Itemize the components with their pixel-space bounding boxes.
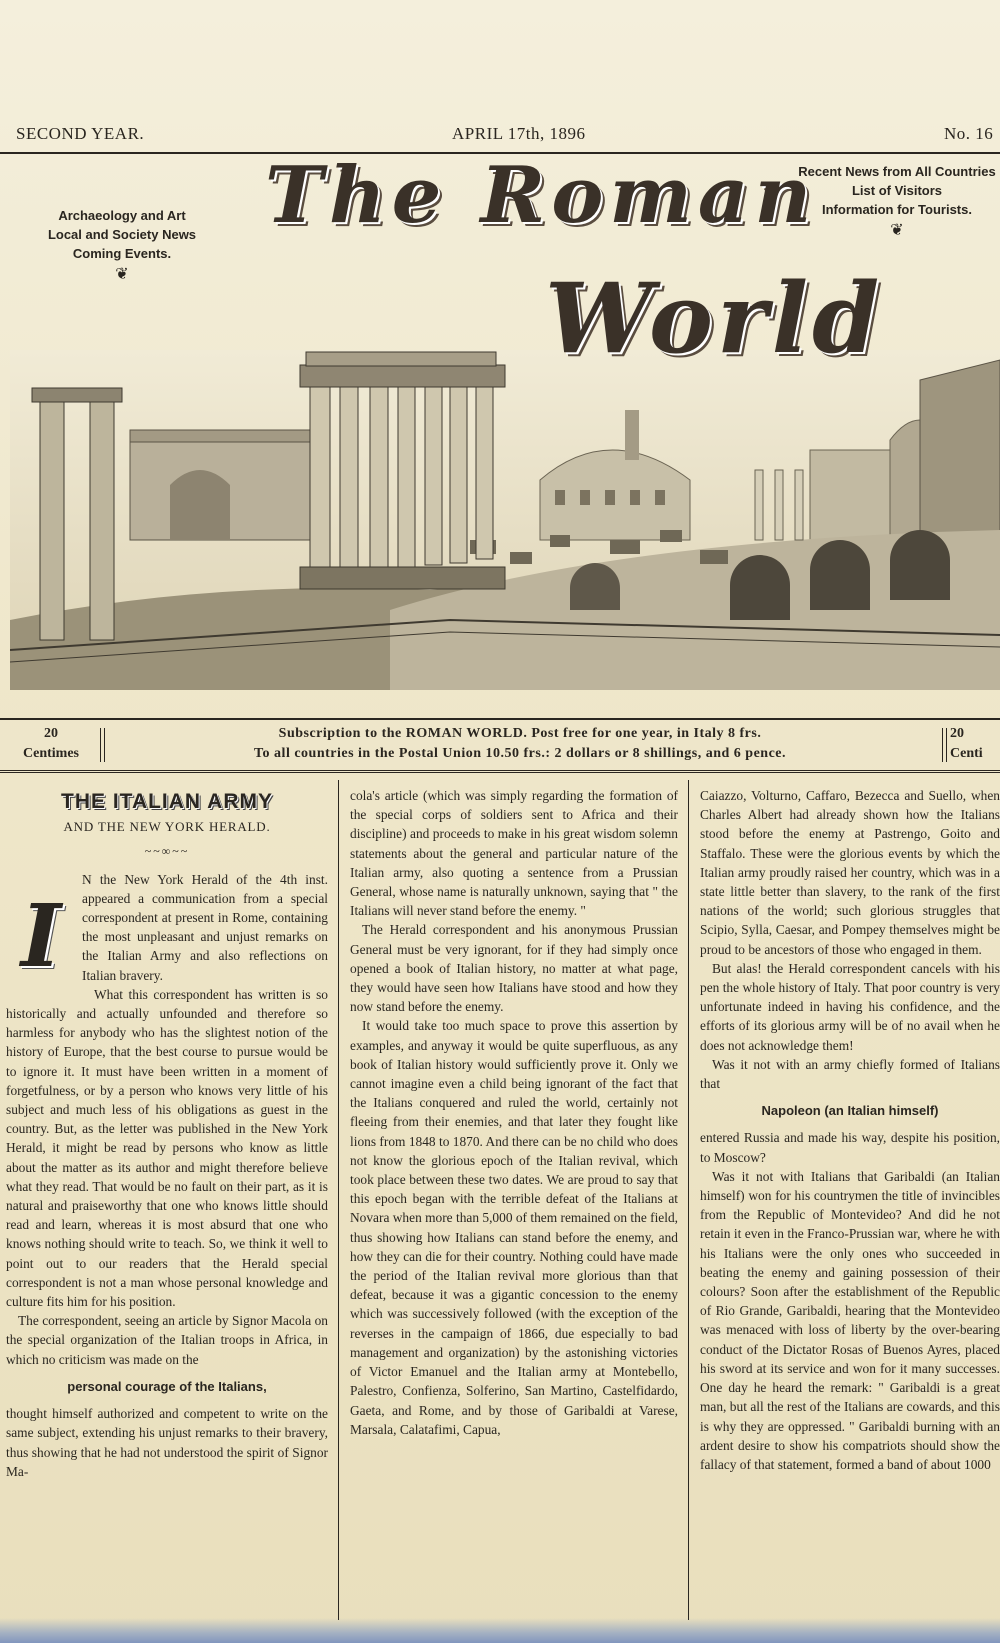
- column-rule: [688, 780, 689, 1620]
- tagline-line: Information for Tourists.: [822, 202, 972, 217]
- tagline-line: List of Visitors: [851, 183, 943, 198]
- article-headline: THE ITALIAN ARMY: [61, 790, 273, 813]
- masthead-title-line2: World: [545, 262, 884, 375]
- price-left: [6, 724, 96, 764]
- subscription-line: To all countries in the Postal Union 10.50 frs.: 2 dollars or 8 shillings, and 6 pence.: [254, 746, 786, 761]
- price-amount: 20: [44, 726, 58, 741]
- paragraph: But alas! the Herald correspondent cancels with his pen the whole history of Italy. That poor country is very unfortunate indeed in having his confidence, and the efforts of its glorious army will be of no avail when he does not acknowledge them!: [700, 960, 1000, 1053]
- volume-label: SECOND YEAR.: [16, 124, 145, 143]
- paragraph: The correspondent, seeing an article by Signor Macola on the special organization of the Italian troops in Africa, in which no criticism was made on the: [6, 1313, 328, 1367]
- price-unit: Centimes: [23, 746, 79, 761]
- paragraph: entered Russia and made his way, despite his position, to Moscow?: [700, 1130, 1000, 1165]
- masthead-dateline: [0, 118, 1000, 154]
- scan-edge-shadow: [0, 1618, 1000, 1643]
- ornament-divider: ~~∞~~: [144, 844, 190, 859]
- subscription-line: Subscription to the ROMAN WORLD. Post free for one year, in Italy 8 frs.: [278, 726, 762, 741]
- left-masthead-tagline: [38, 206, 206, 284]
- inline-subheading: Napoleon (an Italian himself): [761, 1103, 939, 1119]
- divider: [100, 728, 105, 762]
- divider: [942, 728, 947, 762]
- paragraph: Was it not with an army chiefly formed of Italians that: [700, 1056, 1000, 1092]
- paragraph: The Herald correspondent and his anonymous Prussian General must be very ignorant, for if they had simply once opened a book of Italian history, no matter at what page, they would have seen how Italians have stood and how they now stand before the enemy.: [350, 922, 678, 1015]
- dropcap-letter: I: [20, 885, 62, 987]
- issue-number: No. 16: [944, 124, 994, 143]
- subscription-bar: [0, 718, 1000, 773]
- flower-ornament-icon: ❦: [115, 266, 129, 283]
- article-column-2: [350, 786, 678, 1439]
- price-amount: 20: [950, 726, 964, 741]
- paragraph: Was it not with Italians that Garibaldi (an Italian himself) won for his countrymen the title of invincibles from the Republic of Montevideo? And did he not retain it even in the Franco-Prussian war, where he with his Italians were the only ones who succeeded in beating the enemy and gaining possession of their colours? Soon after the establishment of the Republic of Rio Grande, Garibaldi, hearing that the Montevideo was menaced with loss of liberty by the over-bearing conduct of the Dictator Rosas of Buenos Ayres, placed his sword at its service and won for it many successes. One day he heard the remark: " Garibaldi is a great man, but all the rest of the Italians are cowards, and this is why they are oppressed. " Garibaldi burning with an ardent desire to show his compatriots should show the fallacy of that statement, formed a band of about 1000: [700, 1168, 1000, 1472]
- paragraph: cola's article (which was simply regarding the formation of the special corps of soldiers sent to Africa and their discipline) and proceeds to make in his great wisdom solemn statements about the general and particular nature of the Italian army, also quoting a sentence from a Prussian General, whose name is naturally unknown, saying that " the Italians will never stand before the enemy. ": [350, 788, 678, 919]
- paragraph: What this correspondent has written is so historically and actually unfounded and therefore so harmless for anybody who has the slightest notion of the history of Europe, that the best course to pursue would be to ignore it. It must have been written in a moment of forgetfulness, or by a person who knows very little of his subject and much less of his obligations as guest in the country. But, as the letter was published in the New York Herald, it might be read by persons who know as little about the matter as its author and might therefore believe what they read. That would be no fault on their part, as it is natural and praiseworthy that one who knows little should read and learn, whereas it is most absurd that one who knows nothing should write to teach. So, we think it well to point out to our readers that the Herald special correspondent is not a man whose personal knowledge and culture fits him for his position.: [6, 986, 328, 1310]
- paragraph: It would take too much space to prove this assertion by examples, and anyway it would be quite superfluous, as any book of Italian history would sufficiently prove it. Only we cannot imagine even a child being ignorant of the fact that the Italians conquered and ruled the world, certainly not fleeing from their enemies, and that later they fought like lions from 1848 to 1870. And there can be no child who does not know the glorious epoch of the Italian revival, which took place between these two dates. We are proud to say that this epoch began with the terrible defeat of the Italians at Novara when more than 5,000 of them remained on the field, thus showing how Italians can stand before the enemy, and how they can die for their country. Nothing could have made the period of the Italian revival more glorious than that defeat, because it was a gigantic concession to the enemy which was successively followed (with the exception of the reverses in the campaign of 1866, due especially to bad management and organization) by the astonishing victories of Victor Emanuel and the Italian army at Montebello, Palestro, Confienza, Solferino, San Martino, Castelfidardo, Gaeta, and Rome, and by those of Garibaldi at Varese, Marsala, Calatafimi, Capua,: [350, 1018, 678, 1437]
- subscription-text: [120, 724, 920, 764]
- price-unit: Centi: [950, 746, 983, 761]
- issue-date: APRIL 17th, 1896: [452, 124, 586, 143]
- masthead-title-line1: The Roman: [265, 150, 818, 241]
- inline-subheading: personal courage of the Italians,: [67, 1378, 267, 1394]
- article-subhead: AND THE NEW YORK HERALD.: [63, 819, 271, 835]
- right-masthead-tagline: [790, 162, 1000, 240]
- article-column-1: [6, 786, 328, 1481]
- column-rule: [338, 780, 339, 1620]
- tagline-line: Recent News from All Countries: [798, 164, 996, 179]
- price-right: [950, 724, 1000, 764]
- paragraph: N the New York Herald of the 4th inst. appeared a communication from a special correspondent at present in Rome, containing the most unpleasant and unjust remarks on the Italian Army and also reflections on Italian bravery.: [82, 871, 328, 983]
- tagline-line: Local and Society News: [47, 227, 197, 242]
- paragraph: Caiazzo, Volturno, Caffaro, Bezecca and Suello, when Charles Albert had already shown how the Italians stood before the enemy at Pastrengo, Goito and Staffalo. These were the glorious events by which the Italian army proudly raised her country, which was in a state little better than slavery, to the rank of the first nations of the world; such glorious struggles that Scipio, Sylla, Caesar, and Pompey themselves might be proud to be ancestors of those who engaged in them.: [700, 788, 1000, 957]
- article-column-3: [700, 786, 1000, 1474]
- paragraph: thought himself authorized and competent to write on the same subject, extending his unjust remarks to their bravery, thus showing that he had not understood the spirit of Signor Ma-: [6, 1406, 328, 1479]
- tagline-line: Archaeology and Art: [58, 208, 186, 223]
- tagline-line: Coming Events.: [72, 246, 172, 261]
- flower-ornament-icon: ❦: [890, 222, 904, 239]
